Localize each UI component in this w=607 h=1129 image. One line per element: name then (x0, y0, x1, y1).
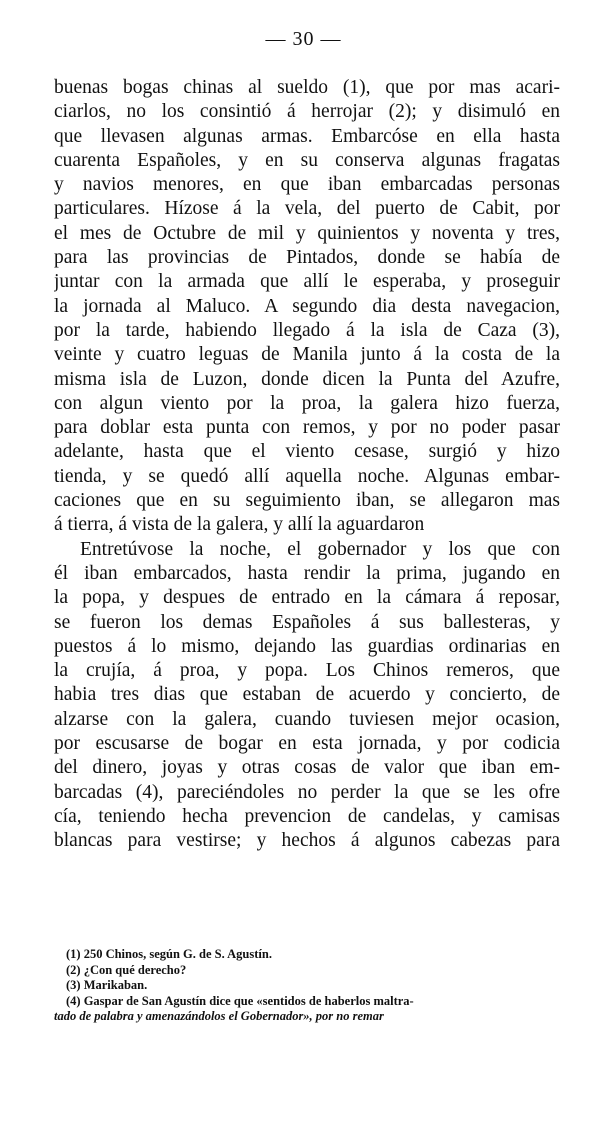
text-line: habia tres dias que estaban de acuerdo y concierto, de (54, 684, 560, 706)
text-line: él iban embarcados, hasta rendir la prima, jugando en (54, 562, 560, 584)
text-line: por escusarse de bogar en esta jornada, y por codicia (54, 733, 560, 755)
text-line: blancas para vestirse; y hechos á algunos cabezas para (54, 830, 560, 852)
text-line: misma isla de Luzon, donde dicen la Punta del Azufre, (54, 368, 560, 390)
page-number: — 30 — (265, 28, 342, 50)
footnotes (54, 947, 556, 1025)
footnote: (4) Gaspar de San Agustín dice que «sentidos de haberlos maltra- (66, 993, 414, 1008)
text-line: la popa, y despues de entrado en la cámara á reposar, (54, 587, 560, 609)
text-line: á tierra, á vista de la galera, y allí la aguardaron (54, 514, 425, 536)
text-line: cuarenta Españoles, y en su conserva algunas fragatas (54, 149, 560, 171)
text-line: para doblar esta punta con remos, y por no poder pasar (54, 417, 560, 439)
text-line: para las provincias de Pintados, donde se había de (54, 247, 560, 269)
text-line: cía, teniendo hecha prevencion de candelas, y camisas (54, 805, 560, 827)
text-line: se fueron los demas Españoles á sus ballesteras, y (54, 611, 560, 633)
text-line: barcadas (4), pareciéndoles no perder la que se les ofre (54, 781, 560, 803)
footnote: (2) ¿Con qué derecho? (66, 962, 187, 977)
text-line: tienda, y se quedó allí aquella noche. Algunas embar- (54, 465, 560, 487)
text-line: la crujía, á proa, y popa. Los Chinos remeros, que (54, 660, 560, 682)
text-line: buenas bogas chinas al sueldo (1), que por mas acari- (54, 77, 560, 98)
text-line: caciones que en su seguimiento iban, se allegaron mas (54, 490, 560, 512)
paragraph-first-line: Entretúvose la noche, el gobernador y los que con (80, 538, 560, 560)
footnote-continuation: tado de palabra y amenazándolos el Gobernador», por no remar (54, 1009, 384, 1023)
text-line: con algun viento por la proa, la galera hizo fuerza, (54, 392, 560, 414)
text-line: que llevasen algunas armas. Embarcóse en ella hasta (54, 125, 560, 147)
text-line: la jornada al Maluco. A segundo dia desta navegacion, (54, 295, 560, 317)
footnote: (1) 250 Chinos, según G. de S. Agustín. (66, 947, 272, 961)
text-line: el mes de Octubre de mil y quinientos y noventa y tres, (54, 222, 560, 244)
text-line: adelante, hasta que el viento cesase, surgió y hizo (54, 441, 560, 463)
text-line: particulares. Hízose á la vela, del puerto de Cabit, por (54, 198, 560, 220)
body-text (54, 76, 560, 854)
text-line: por la tarde, habiendo llegado á la isla de Caza (3), (54, 319, 560, 341)
text-line: y navios menores, en que iban embarcadas personas (54, 174, 560, 196)
text-line: ciarlos, no los consintió á herrojar (2); y disimuló en (54, 101, 560, 123)
text-line: juntar con la armada que allí le esperaba, y proseguir (54, 271, 560, 293)
footnote: (3) Marikaban. (66, 978, 148, 992)
text-line: veinte y cuatro leguas de Manila junto á la costa de la (54, 344, 560, 366)
text-line: puestos á lo mismo, dejando las guardias ordinarias en (54, 635, 560, 657)
text-line: del dinero, joyas y otras cosas de valor que iban em- (54, 757, 560, 779)
text-line: alzarse con la galera, cuando tuviesen mejor ocasion, (54, 708, 560, 730)
